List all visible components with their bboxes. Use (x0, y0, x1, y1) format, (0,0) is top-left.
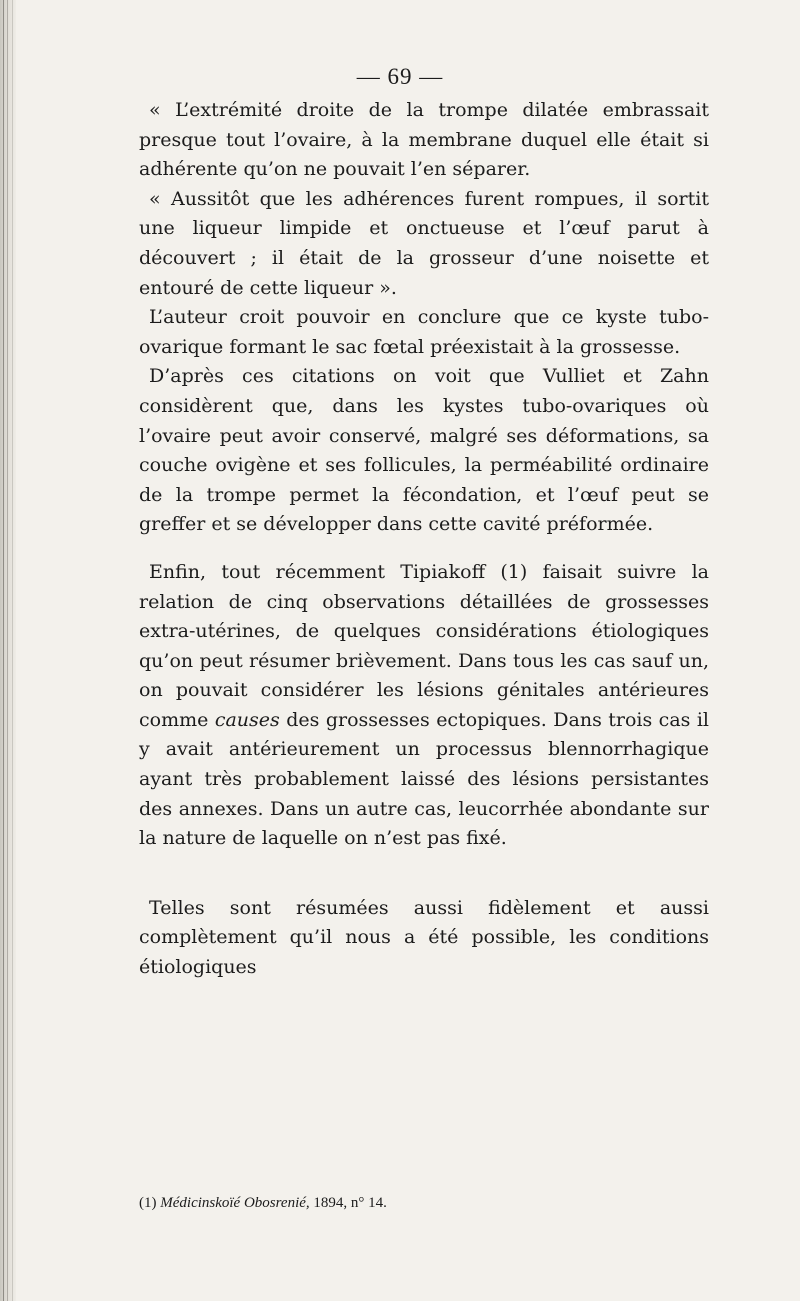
italic-causes: causes (214, 708, 280, 731)
page-edge-line (12, 0, 13, 1301)
page-edge-line (3, 0, 4, 1301)
page-edge-line (7, 0, 8, 1301)
footnote-reference: 1894, n° 14. (313, 1195, 387, 1211)
paragraph-gap (139, 540, 709, 558)
paragraph-2: « Aussitôt que les adhérences furent rompues, il sortit une liqueur limpide et onctueuse et l’œuf parut à découvert ; il était de la grosseur d’une noisette et entouré de cette liqueur ». (139, 187, 709, 299)
paragraph-5-text: Enfin, tout récemment Tipiakoff (1) faisait suivre la relation de cinq observations détaillées de grossesses extra-utérines, de quelques considérations étiologiques qu’on peut résumer brièvement. Dans tous les cas sauf un, on pouvait considérer les lésions génitales antérieures comme (139, 560, 709, 731)
footnote-marker: (1) (139, 1195, 157, 1211)
paragraph-1: « L’extrémité droite de la trompe dilatée embrassait presque tout l’ovaire, à la membrane duquel elle était si adhérente qu’on ne pouvait l’en séparer. (139, 99, 709, 181)
paragraph-gap (139, 854, 709, 894)
paragraph-5 (139, 558, 709, 854)
paragraph-6: Telles sont résumées aussi fidèlement et aussi complètement qu’il nous a été possible, les conditions étiologiques (139, 896, 709, 979)
paragraph-3: L’auteur croit pouvoir en conclure que ce kyste tubo-ovarique formant le sac fœtal préexistait à la grossesse. (139, 306, 709, 358)
paragraph-4: D’après ces citations on voit que Vulliet et Zahn considèrent que, dans les kystes tubo-ovariques où l’ovaire peut avoir conservé, malgré ses déformations, sa couche ovigène et ses follicules, la perméabilité ordinaire de la trompe permet la fécondation, et l’œuf peut se greffer et se développer dans cette cavité préformée. (139, 365, 709, 536)
footnote-title: Médicinskoïé Obosrenié, (160, 1195, 310, 1211)
page-number: — 69 — (356, 64, 444, 89)
page-edge (0, 0, 16, 1301)
footnote (139, 1193, 739, 1213)
body-text (139, 96, 709, 983)
paragraph-5-continued: des grossesses ectopiques. Dans trois cas il y avait antérieurement un processus blennorrhagique ayant très probablement laissé des lésions persistantes des annexes. Dans un autre cas, leucorrhée abondante sur la nature de laquelle on n’est pas fixé. (139, 708, 710, 850)
